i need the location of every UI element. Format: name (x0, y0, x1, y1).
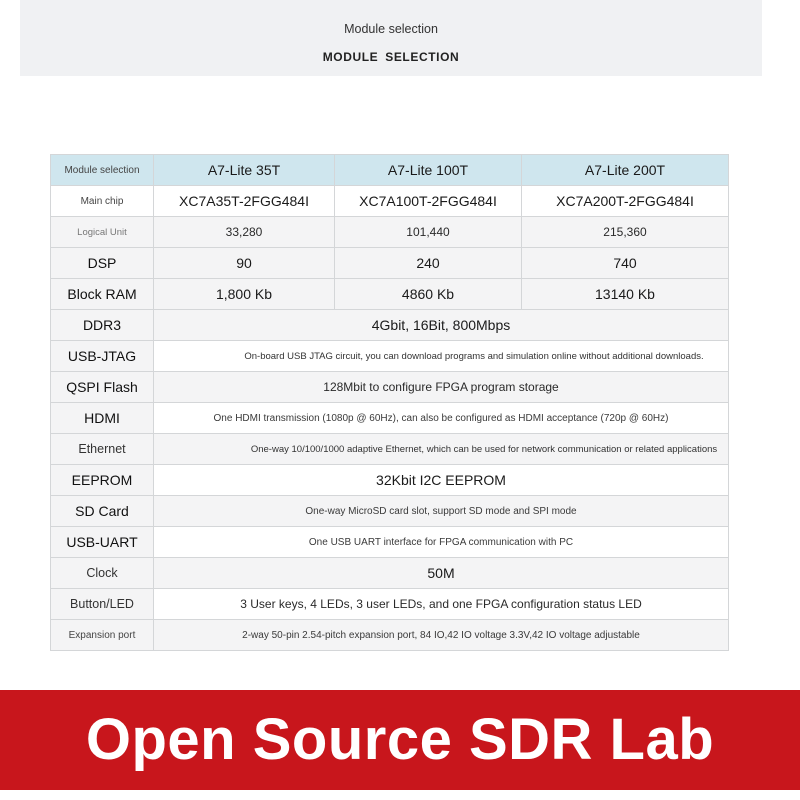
spec-table (50, 154, 729, 651)
table-row-qspi-flash (51, 372, 729, 403)
table-row-clock (51, 558, 729, 589)
table-row-ethernet (51, 434, 729, 465)
cell-value: One HDMI transmission (1080p @ 60Hz), can also be configured as HDMI acceptance (720p @ 60Hz) (154, 403, 729, 434)
cell-value: 33,280 (154, 217, 335, 248)
table-row-logical-unit (51, 217, 729, 248)
cell-value: 32Kbit I2C EEPROM (154, 465, 729, 496)
row-label: EEPROM (51, 465, 154, 496)
row-label: Logical Unit (51, 217, 154, 248)
column-header-module-selection: Module selection (51, 155, 154, 186)
row-label: HDMI (51, 403, 154, 434)
cell-value: 1,800 Kb (154, 279, 335, 310)
table-row-main-chip (51, 186, 729, 217)
row-label: Block RAM (51, 279, 154, 310)
footer-banner (0, 690, 800, 790)
row-label: DSP (51, 248, 154, 279)
row-label: Main chip (51, 186, 154, 217)
table-row-sd-card (51, 496, 729, 527)
cell-value: One-way 10/100/1000 adaptive Ethernet, which can be used for network communication or related applications (154, 434, 729, 465)
cell-value: One USB UART interface for FPGA communication with PC (154, 527, 729, 558)
row-label: QSPI Flash (51, 372, 154, 403)
header-subtitle: Module selection (344, 22, 438, 36)
cell-value: 215,360 (522, 217, 729, 248)
cell-value: 4860 Kb (335, 279, 522, 310)
table-row-usb-jtag (51, 341, 729, 372)
row-label: Ethernet (51, 434, 154, 465)
column-header-200t: A7-Lite 200T (522, 155, 729, 186)
cell-value: 101,440 (335, 217, 522, 248)
cell-value: 2-way 50-pin 2.54-pitch expansion port, 84 IO,42 IO voltage 3.3V,42 IO voltage adjustable (154, 620, 729, 651)
banner-text: Open Source SDR Lab (85, 707, 715, 772)
header-band (20, 0, 762, 76)
table-row-eeprom (51, 465, 729, 496)
cell-value: 13140 Kb (522, 279, 729, 310)
table-header-row (51, 155, 729, 186)
row-label: SD Card (51, 496, 154, 527)
table-row-expansion-port (51, 620, 729, 651)
cell-value: XC7A100T-2FGG484I (335, 186, 522, 217)
table-row-ddr3 (51, 310, 729, 341)
cell-value: XC7A35T-2FGG484I (154, 186, 335, 217)
cell-value: 240 (335, 248, 522, 279)
row-label: DDR3 (51, 310, 154, 341)
cell-value: One-way MicroSD card slot, support SD mode and SPI mode (154, 496, 729, 527)
row-label: Button/LED (51, 589, 154, 620)
cell-value: 90 (154, 248, 335, 279)
table-row-usb-uart (51, 527, 729, 558)
column-header-100t: A7-Lite 100T (335, 155, 522, 186)
cell-value: 4Gbit, 16Bit, 800Mbps (154, 310, 729, 341)
table-row-dsp (51, 248, 729, 279)
cell-value: 50M (154, 558, 729, 589)
row-label: USB-JTAG (51, 341, 154, 372)
table-row-block-ram (51, 279, 729, 310)
row-label: Clock (51, 558, 154, 589)
cell-value: XC7A200T-2FGG484I (522, 186, 729, 217)
table-row-hdmi (51, 403, 729, 434)
row-label: USB-UART (51, 527, 154, 558)
cell-value: 3 User keys, 4 LEDs, 3 user LEDs, and one FPGA configuration status LED (154, 589, 729, 620)
page-title: MODULE SELECTION (322, 50, 460, 64)
table-row-button-led (51, 589, 729, 620)
cell-value: 740 (522, 248, 729, 279)
column-header-35t: A7-Lite 35T (154, 155, 335, 186)
cell-value: On-board USB JTAG circuit, you can download programs and simulation online without additional downloads. (154, 341, 729, 372)
row-label: Expansion port (51, 620, 154, 651)
cell-value: 128Mbit to configure FPGA program storage (154, 372, 729, 403)
